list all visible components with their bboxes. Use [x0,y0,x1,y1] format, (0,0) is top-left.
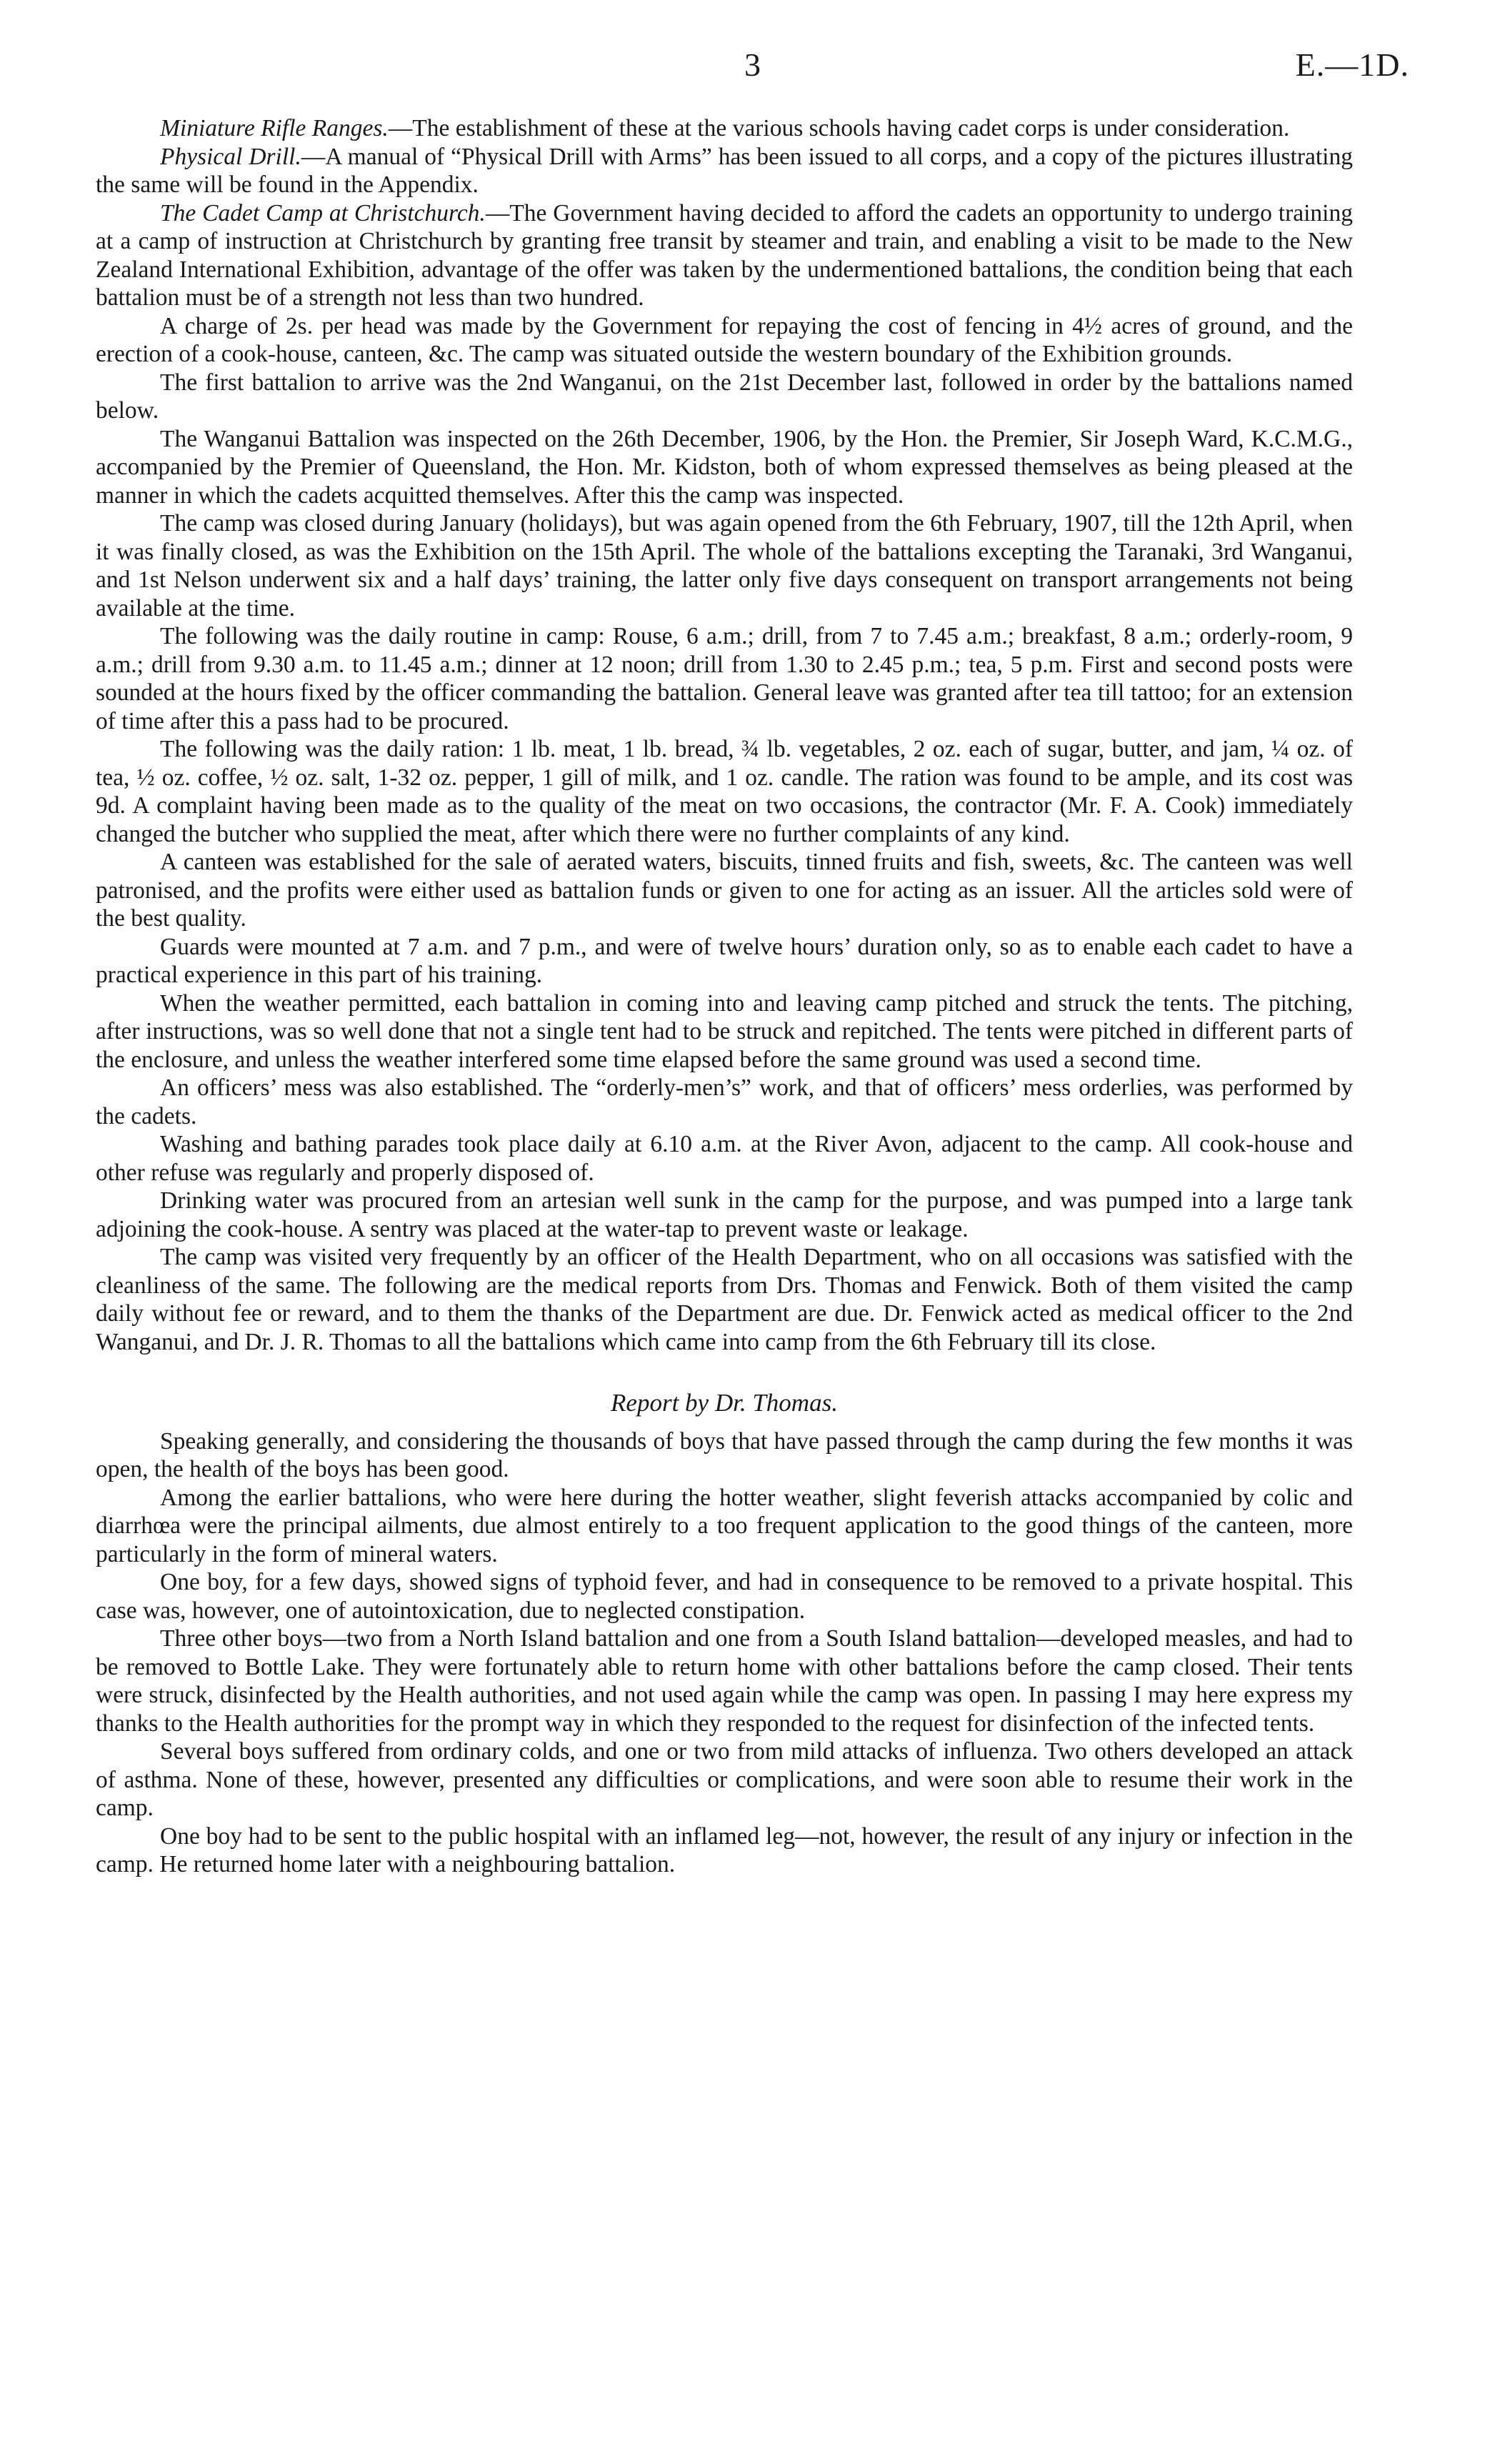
paragraph [96,143,1353,199]
paragraph-text: The camp was closed during January (holidays), but was again opened from the 6th February, 1907, till the 12th April, when it was finally closed, as was the Exhibition on the 15th April. The whole of the battalions excepting the Taranaki, 3rd Wanganui, and 1st Nelson underwent six and a half days’ training, the latter only five days consequent on transport arrangements not being available at the time. [96,510,1353,622]
report-paragraph: Speaking generally, and considering the thousands of boys that have passed through the camp during the few months it was open, the health of the boys has been good. [96,1427,1353,1482]
paragraph [96,312,1353,369]
paragraph-text: Guards were mounted at 7 a.m. and 7 p.m., and were of twelve hours’ duration only, so as to enable each cadet to have a practical experience in this part of his training. [96,933,1353,988]
page-header [96,46,1409,96]
paragraph [96,848,1353,933]
paragraph [96,509,1353,622]
paragraph-text: Drinking water was procured from an artesian well sunk in the camp for the purpose, and was pumped into a large tank adjoining the cook-house. A sentry was placed at the water-tap to prevent waste or leakage. [96,1187,1353,1242]
paragraph [96,1074,1353,1130]
paragraph-text: —The Government having decided to afford the cadets an opportunity to undergo training at a camp of instruction at Christchurch by granting free transit by steamer and train, and enabling a visit to be made to the New Zealand International Exhibition, advantage of the offer was taken by the undermentioned battalions, the condition being that each battalion must be of a strength not less than two hundred. [96,199,1353,311]
paragraph-text: —A manual of “Physical Drill with Arms” has been issued to all corps, and a copy of the pictures illustrating the same will be found in the Appendix. [96,143,1353,198]
paragraph [96,989,1353,1074]
paragraph-text: —The establishment of these at the various schools having cadet corps is under consideration. [388,115,1290,141]
report-paragraph: One boy had to be sent to the public hospital with an inflamed leg—not, however, the result of any injury or infection in the camp. He returned home later with a neighbouring battalion. [96,1822,1353,1877]
paragraph-text: When the weather permitted, each battalion in coming into and leaving camp pitched and struck the tents. The pitching, after instructions, was so well done that not a single tent had to be struck and repitched. The tents were pitched in different parts of the enclosure, and unless the weather interfered some time elapsed before the same ground was used a second time. [96,989,1353,1073]
document-body [96,114,1353,1879]
paragraph [96,1130,1353,1187]
paragraph-lead: Miniature Rifle Ranges. [160,115,389,141]
paragraph [96,1187,1353,1243]
report-paragraph: One boy, for a few days, showed signs of typhoid fever, and had in consequence to be removed to a private hospital. This case was, however, one of autointoxication, due to neglected constipation. [96,1569,1353,1624]
paragraph [96,933,1353,989]
report-paragraph: Three other boys—two from a North Island battalion and one from a South Island battalion—developed measles, and had to be removed to Bottle Lake. They were fortunately able to return home with other battalions before the camp closed. Their tents were struck, disinfected by the Health authorities, and not used again while the camp was open. In passing I may here express my thanks to the Health authorities for the prompt way in which they responded to the request for disinfection of the infected tents. [96,1625,1353,1737]
paragraph [96,622,1353,735]
report-heading: Report by Dr. Thomas. [611,1389,838,1417]
paragraph-text: A charge of 2s. per head was made by the Government for repaying the cost of fencing in 4½ acres of ground, and the erection of a cook-house, canteen, &c. The camp was situated outside the western boundary of the Exhibition grounds. [96,312,1353,367]
document-reference: E.—1D. [1295,46,1409,83]
paragraph-text: The first battalion to arrive was the 2nd Wanganui, on the 21st December last, followed in order by the battalions named below. [96,369,1353,424]
paragraph-text: A canteen was established for the sale of aerated waters, biscuits, tinned fruits and fish, sweets, &c. The canteen was well patronised, and the profits were either used as battalion funds or given to one for acting as an issuer. All the articles sold were of the best quality. [96,849,1353,932]
paragraph [96,1243,1353,1356]
paragraph-text: The camp was visited very frequently by an officer of the Health Department, who on all occasions was satisfied with the cleanliness of the same. The following are the medical reports from Drs. Thomas and Fenwick. Both of them visited the camp daily without fee or reward, and to them the thanks of the Department are due. Dr. Fenwick acted as medical officer to the 2nd Wanganui, and Dr. J. R. Thomas to all the battalions which came into camp from the 6th February till its close. [96,1244,1353,1355]
paragraph-lead: The Cadet Camp at Christchurch. [160,199,486,226]
paragraph-text: Washing and bathing parades took place daily at 6.10 a.m. at the River Avon, adjacent to the camp. All cook-house and other refuse was regularly and properly disposed of. [96,1131,1353,1186]
paragraph [96,114,1353,143]
report-paragraph: Several boys suffered from ordinary colds, and one or two from mild attacks of influenza. Two others developed an attack of asthma. None of these, however, presented any difficulties or complications, and were soon able to resume their work in the camp. [96,1738,1353,1821]
paragraph-text: The Wanganui Battalion was inspected on the 26th December, 1906, by the Hon. the Premier, Sir Joseph Ward, K.C.M.G., accompanied by the Premier of Queensland, the Hon. Mr. Kidston, both of whom expressed themselves as being pleased at the manner in which the cadets acquitted themselves. After this the camp was inspected. [96,425,1353,509]
paragraph-text: The following was the daily routine in camp: Rouse, 6 a.m.; drill, from 7 to 7.45 a.m.; breakfast, 8 a.m.; orderly-room, 9 a.m.; drill from 9.30 a.m. to 11.45 a.m.; dinner at 12 noon; drill from 1.30 to 2.45 p.m.; tea, 5 p.m. First and second posts were sounded at the hours fixed by the officer commanding the battalion. General leave was granted after tea till tattoo; for an extension of time after this a pass had to be procured. [96,623,1353,734]
page-number: 3 [744,46,761,83]
paragraph [96,199,1353,312]
paragraph-text: The following was the daily ration: 1 lb. meat, 1 lb. bread, ¾ lb. vegetables, 2 oz. each of sugar, butter, and jam, ¼ oz. of tea, ½ oz. coffee, ½ oz. salt, 1-32 oz. pepper, 1 gill of milk, and 1 oz. candle. The ration was found to be ample, and its cost was 9d. A complaint having been made as to the quality of the meat on two occasions, the contractor (Mr. F. A. Cook) immediately changed the butcher who supplied the meat, after which there were no further complaints of any kind. [96,736,1353,847]
report-paragraph: Among the earlier battalions, who were here during the hotter weather, slight feverish attacks accompanied by colic and diarrhœa were the principal ailments, due almost entirely to a too frequent application to the good things of the canteen, more particularly in the form of mineral waters. [96,1484,1353,1567]
paragraph [96,735,1353,848]
paragraph [96,425,1353,510]
paragraph-lead: Physical Drill. [160,143,301,170]
paragraph [96,369,1353,425]
paragraph-text: An officers’ mess was also established. The “orderly-men’s” work, and that of officers’ mess orderlies, was performed by the cadets. [96,1074,1353,1129]
